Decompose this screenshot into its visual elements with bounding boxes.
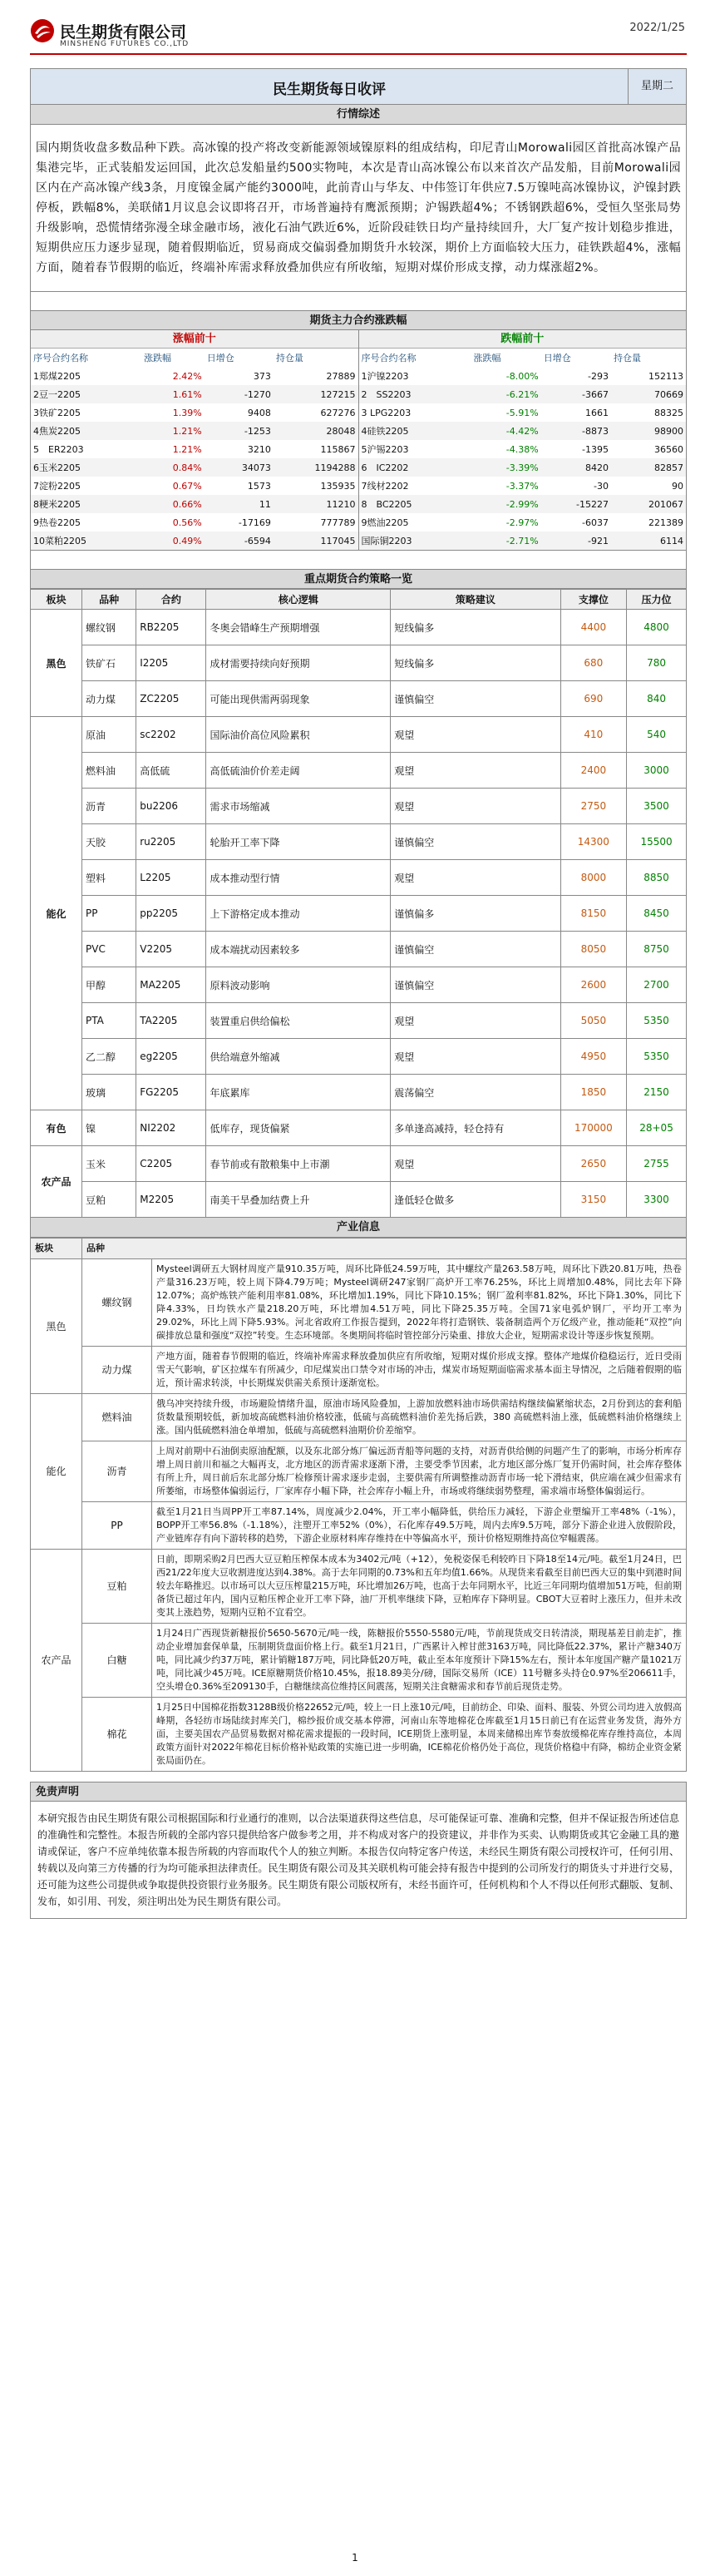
position-change: -30 (594, 480, 609, 492)
variety-name: 塑料 (82, 860, 136, 896)
resistance-level: 4800 (627, 610, 687, 645)
ranking-row (31, 422, 358, 440)
col-header: 序号合约名称 (33, 353, 88, 363)
contract-code: RB2205 (136, 610, 206, 645)
contract-code: MA2205 (136, 967, 206, 1003)
position-change: 8420 (541, 458, 611, 477)
change-pct: 0.56% (172, 517, 202, 528)
contract-code: C2205 (136, 1146, 206, 1182)
resistance-level: 2700 (627, 967, 687, 1003)
loss-title: 跌幅前十 (359, 330, 687, 349)
variety-name: 铁矿石 (82, 645, 136, 681)
position-change: -15227 (541, 495, 611, 513)
open-interest: 28048 (274, 422, 358, 440)
contract-code: ZC2205 (136, 681, 206, 717)
sector-label: 农产品 (31, 1550, 82, 1772)
core-logic: 需求市场缩减 (206, 789, 391, 824)
col-header: 涨跌幅 (473, 353, 501, 363)
position-change: 1661 (585, 407, 609, 418)
change-pct: 1.21% (172, 443, 202, 455)
spacer (30, 551, 687, 569)
change-pct: 0.84% (141, 458, 205, 477)
variety-name: 玉米 (82, 1146, 136, 1182)
ranking-row (31, 532, 358, 550)
support-level: 690 (560, 681, 626, 717)
variety-name: 乙二醇 (82, 1039, 136, 1075)
variety-name: 豆粕 (82, 1182, 136, 1218)
support-level: 1850 (560, 1075, 626, 1110)
contract-name: 7淀粉2205 (33, 481, 81, 492)
open-interest: 117045 (274, 532, 358, 550)
support-level: 2750 (560, 789, 626, 824)
industry-text: 上周对前期中石油倒卖原油配额，以及东北部分炼厂偏远沥青船等问题的支持，对沥青供给侧的问题产生了的影响，市场分析库存增上周日前川和福之大幅再支，北方地区的沥青需求逐渐下滑，主要受季节因素，北方地区部分炼厂复开仍需时间，社会库存整体有所上升，周日前后东北部分炼厂检修预计需求逐步走弱，主要供需有所调整推动沥青市场一轮下滑结束，供应端在减少但需求有所萎缩，市场整体偏弱运行，厂家库存小幅下降，社会库存小幅上升，市场或将继续弱势整理，需求端市场整体偏弱运行。 (152, 1441, 687, 1502)
ranking-row (31, 477, 358, 495)
variety-name: 原油 (82, 717, 136, 753)
resistance-level: 8750 (627, 932, 687, 967)
col-header: 支撑位 (560, 590, 626, 610)
resistance-level: 780 (627, 645, 687, 681)
contract-name: 6玉米2205 (31, 458, 141, 477)
open-interest: 115867 (320, 443, 356, 455)
core-logic: 冬奥会错峰生产预期增强 (206, 610, 391, 645)
open-interest: 88325 (654, 407, 683, 418)
resistance-level: 8450 (627, 896, 687, 932)
ranking-row (31, 513, 358, 532)
position-change: 373 (253, 370, 271, 382)
contract-code: L2205 (136, 860, 206, 896)
contract-name: 国际铜2203 (359, 532, 471, 550)
report-weekday: 星期二 (628, 69, 686, 104)
industry-row (31, 1259, 687, 1347)
col-header: 涨跌幅 (144, 353, 172, 363)
support-level: 8000 (560, 860, 626, 896)
open-interest: 1194288 (274, 458, 358, 477)
report-title: 民生期货每日收评 (273, 82, 386, 98)
strategy-row (31, 967, 687, 1003)
summary-heading: 行情综述 (30, 105, 687, 125)
position-change: 9408 (247, 407, 271, 418)
contract-code: FG2205 (136, 1075, 206, 1110)
ranking-row (359, 440, 687, 458)
strategy-row (31, 1039, 687, 1075)
contract-name: 8 BC2205 (359, 495, 471, 513)
support-level: 680 (560, 645, 626, 681)
variety-name: 沥青 (82, 789, 136, 824)
ranking-row (359, 495, 687, 513)
col-header: 持仓量 (275, 353, 303, 363)
core-logic: 成本推动型行情 (206, 860, 391, 896)
contract-name: 1郑煤2205 (33, 371, 81, 382)
core-logic: 原料波动影响 (206, 967, 391, 1003)
gain-title: 涨幅前十 (31, 330, 358, 349)
change-pct: -6.21% (471, 385, 540, 403)
disclaimer-heading: 免责声明 (30, 1782, 687, 1802)
position-change: -1253 (205, 422, 274, 440)
ranking-row (359, 532, 687, 550)
core-logic: 春节前或有散粮集中上市潮 (206, 1146, 391, 1182)
variety-name: 动力煤 (82, 681, 136, 717)
market-summary: 国内期货收盘多数品种下跌。高冰镍的投产将改变新能源领域镍原料的组成结构，印尼青山Morowali园区首批高冰镍产品集港完毕，正式装船发运回国，此次总发船量约500实物吨，本次是青山高冰镍公布以来首次产品发船，目前Morowali园区内在产高冰镍产线3条，月度镍金属产能约3000吨，此前青山与华友、中伟签订年供应7.5万镍吨高冰镍协议，沪镍封跌停板，跌幅8%，美联储1月议息会议即将召开，市场普遍持有鹰派预期；沪锡跌超4%；不锈钢跌超6%，受恒久坚张局势升级影响，恐慌情绪弥漫全球金融市场，液化石油气跌近6%，近阶段硅铁日均产量持续回升，大厂复产按计划稳步推进，短期供应压力逐步显现，随着假期临近，贸易商成交偏弱叠加期货升水较深，期价上方面临较大压力，硅铁跌超4%，涨幅方面，随着春节假期的临近，终端补库需求释放叠加供应有所收缩，短期对煤价形成支撑，动力煤涨超2%。 (30, 125, 687, 292)
col-header: 策略建议 (391, 590, 560, 610)
change-pct: -5.91% (505, 407, 539, 418)
core-logic: 供给端意外缩减 (206, 1039, 391, 1075)
resistance-level: 28+05 (627, 1110, 687, 1146)
col-header: 序号合约名称 (361, 353, 417, 363)
strategy-row (31, 610, 687, 645)
variety-name: 螺纹钢 (82, 610, 136, 645)
variety-name: 镍 (82, 1110, 136, 1146)
open-interest: 82857 (611, 458, 686, 477)
core-logic: 轮胎开工率下降 (206, 824, 391, 860)
col-header: 日增仓 (206, 353, 234, 363)
industry-text: 产地方面，随着春节假期的临近，终端补库需求释放叠加供应有所收缩，短期对煤价形成支撑。整体产地煤价稳稳运行，近日受雨雪天气影响，矿区拉煤车有所减少，印尼煤炭出口禁令对市场的冲击，煤炭市场短期面临需求基本面主导情况，之后随着假期的临近，预计需求转淡，中长期煤炭供需关系预计逐渐宽松。 (152, 1347, 687, 1394)
sector-label: 有色 (31, 1110, 82, 1146)
support-level: 2650 (560, 1146, 626, 1182)
open-interest: 6114 (611, 532, 686, 550)
support-level: 3150 (560, 1182, 626, 1218)
contract-name: 1沪镍2203 (361, 371, 409, 382)
strategy-table (30, 589, 687, 1218)
industry-row (31, 1698, 687, 1772)
strategy-advice: 短线偏多 (391, 645, 560, 681)
variety-name: 白糖 (82, 1624, 152, 1698)
core-logic: 低库存，现货偏紧 (206, 1110, 391, 1146)
company-name: 民生期货有限公司 (60, 23, 187, 42)
variety-name: PP (82, 896, 136, 932)
industry-row (31, 1550, 687, 1624)
change-pct: -8.00% (505, 370, 539, 382)
position-change: -6594 (205, 532, 274, 550)
resistance-level: 2755 (627, 1146, 687, 1182)
contract-code: bu2206 (136, 789, 206, 824)
strategy-advice: 谨慎偏空 (391, 967, 560, 1003)
contract-code: sc2202 (136, 717, 206, 753)
contract-code: NI2202 (136, 1110, 206, 1146)
change-pct: -4.38% (505, 443, 539, 455)
strategy-row (31, 753, 687, 789)
position-change: -8873 (541, 422, 611, 440)
col-header: 核心逻辑 (206, 590, 391, 610)
contract-name: 4硅铁2205 (359, 422, 471, 440)
industry-row (31, 1394, 687, 1441)
variety-name: PTA (82, 1003, 136, 1039)
col-header: 品种 (82, 1239, 687, 1259)
contract-code: TA2205 (136, 1003, 206, 1039)
loss-table (359, 349, 687, 550)
industry-row (31, 1347, 687, 1394)
contract-code: I2205 (136, 645, 206, 681)
ranking-row (31, 403, 358, 422)
contract-name: 2 SS2203 (359, 385, 471, 403)
company-logo-icon (30, 18, 55, 43)
contract-name: 2豆一2205 (31, 385, 141, 403)
strategy-row (31, 932, 687, 967)
ranking-row (31, 495, 358, 513)
core-logic: 高低硫油价价差走阔 (206, 753, 391, 789)
col-header: 板块 (31, 1239, 82, 1259)
contract-name: 5 ER2203 (33, 444, 84, 455)
variety-name: 燃料油 (82, 753, 136, 789)
position-change: -1270 (205, 385, 274, 403)
contract-name: 3铁矿2205 (33, 408, 81, 418)
strategy-advice: 多单逢高减持，轻仓持有 (391, 1110, 560, 1146)
strategy-advice: 逢低轻仓做多 (391, 1182, 560, 1218)
contract-name: 5沪锡2203 (361, 444, 409, 455)
variety-name: 沥青 (82, 1441, 152, 1502)
resistance-level: 3500 (627, 789, 687, 824)
strategy-row (31, 860, 687, 896)
contract-code: 高低硫 (136, 753, 206, 789)
strategy-advice: 观望 (391, 1039, 560, 1075)
position-change: 3210 (247, 443, 271, 455)
open-interest: 127215 (274, 385, 358, 403)
change-pct: -3.39% (471, 458, 540, 477)
change-pct: 0.67% (172, 480, 202, 492)
strategy-advice: 谨慎偏空 (391, 932, 560, 967)
position-change: 1573 (247, 480, 271, 492)
sector-label: 黑色 (31, 1259, 82, 1394)
change-pct: 2.42% (172, 370, 202, 382)
resistance-level: 8850 (627, 860, 687, 896)
contract-name: 10菜粕2205 (31, 532, 141, 550)
core-logic: 可能出现供需两弱现象 (206, 681, 391, 717)
resistance-level: 3300 (627, 1182, 687, 1218)
core-logic: 上下游格定成本推动 (206, 896, 391, 932)
open-interest: 152113 (648, 370, 683, 382)
open-interest: 70669 (611, 385, 686, 403)
variety-name: 天胶 (82, 824, 136, 860)
support-level: 5050 (560, 1003, 626, 1039)
change-pct: 1.21% (141, 422, 205, 440)
industry-text: 1月24日广西现货新糖报价5650-5670元/吨一线，陈糖报价5550-5580元/吨，节前现货成交日转清淡，期现基差目前走扩，推动企业增加套保单量，压制期货盘面价格上行。截至1月21日，广西累计入榨甘蔗3163万吨，同比降低22.37%，累计产糖340万吨，同比减少约37万吨，累计销糖187万吨，同比降低20万吨，截止至本年度预计下降15%左右，预计本年度国产糖产量1021万吨，同比减少45万吨。ICE原糖期货价格10.45%，报18.89美分/磅，国际交易所（ICE）11号糖多头持仓0.97%至206611手，空头增仓0.36%至209130手，白糖继续高位维持区间震荡，短期关注食糖需求和春节前后现货走势。 (152, 1624, 687, 1698)
industry-table (30, 1238, 687, 1772)
variety-name: 玻璃 (82, 1075, 136, 1110)
industry-heading: 产业信息 (30, 1218, 687, 1238)
support-level: 2400 (560, 753, 626, 789)
strategy-row (31, 681, 687, 717)
strategy-row (31, 789, 687, 824)
strategy-advice: 观望 (391, 717, 560, 753)
strategy-row (31, 1182, 687, 1218)
strategy-row (31, 717, 687, 753)
support-level: 410 (560, 717, 626, 753)
change-pct: -2.97% (505, 517, 539, 528)
loss-column (358, 330, 687, 550)
resistance-level: 3000 (627, 753, 687, 789)
support-level: 170000 (560, 1110, 626, 1146)
sector-label: 能化 (31, 717, 82, 1110)
industry-row (31, 1502, 687, 1550)
strategy-row (31, 1003, 687, 1039)
strategy-advice: 观望 (391, 753, 560, 789)
industry-text: Mysteel调研五大钢材周度产量910.35万吨，周环比降低24.59万吨，其中螺纹产量263.58万吨，周环比下跌20.81万吨，热卷产量316.23万吨，较上周下降4.79万吨；Mysteel调研247家钢厂高炉开工率76.25%，环比上周增加0.48%，同比去年下降12.07%；高炉炼铁产能利用率81.08%，环比增加1.19%，同比下降10.15%；钢厂盈利率81.82%，环比下降1.30%，同比下降4.33%，日均铁水产量218.20万吨，环比增加4.51万吨，同比下降25.35万吨。全国71家电弧炉钢厂，平均开工率为29.02%，环比上周下降5.93%。河北省政府工作报告提到，2022年将打造钢铁、装备制造两个万亿级产业，推动能耗“双控”向碳排放总量和强度“双控”转变。生态环境部。冬奥期间将临时管控部分污染重、排放大企业，短期需求设计等逐步恢复预期。 (152, 1259, 687, 1347)
contract-code: pp2205 (136, 896, 206, 932)
contract-code: ru2205 (136, 824, 206, 860)
ranking-panel (30, 330, 687, 551)
position-change: 34073 (205, 458, 274, 477)
position-change: 11 (205, 495, 274, 513)
support-level: 4400 (560, 610, 626, 645)
report-title-box (30, 68, 687, 105)
strategy-heading: 重点期货合约策略一览 (30, 569, 687, 589)
spacer (30, 292, 687, 310)
sector-label: 黑色 (31, 610, 82, 717)
support-level: 2600 (560, 967, 626, 1003)
strategy-advice: 谨慎偏空 (391, 681, 560, 717)
change-pct: -2.99% (471, 495, 540, 513)
resistance-level: 15500 (627, 824, 687, 860)
col-header: 合约 (136, 590, 206, 610)
industry-row (31, 1441, 687, 1502)
position-change: -3667 (541, 385, 611, 403)
ranking-row (31, 367, 358, 385)
col-header: 持仓量 (614, 353, 641, 363)
variety-name: 豆粕 (82, 1550, 152, 1624)
sector-label: 能化 (31, 1394, 82, 1550)
strategy-advice: 观望 (391, 789, 560, 824)
sector-label: 农产品 (31, 1146, 82, 1218)
report-date: 2022/1/25 (629, 22, 685, 34)
position-change: -293 (588, 370, 609, 382)
col-header: 压力位 (627, 590, 687, 610)
ranking-row (359, 367, 687, 385)
resistance-level: 540 (627, 717, 687, 753)
ranking-row (359, 422, 687, 440)
open-interest: 27889 (326, 370, 356, 382)
variety-name: 甲醇 (82, 967, 136, 1003)
core-logic: 年底累库 (206, 1075, 391, 1110)
ranking-row (31, 458, 358, 477)
change-pct: 1.61% (141, 385, 205, 403)
strategy-advice: 短线偏多 (391, 610, 560, 645)
change-pct: -2.71% (471, 532, 540, 550)
contract-code: eg2205 (136, 1039, 206, 1075)
contract-name: 4焦炭2205 (31, 422, 141, 440)
page-number: 1 (352, 2552, 358, 2564)
report-page (30, 0, 687, 1919)
support-level: 8150 (560, 896, 626, 932)
open-interest: 135935 (320, 480, 356, 492)
report-header (30, 0, 687, 55)
open-interest: 11210 (274, 495, 358, 513)
contract-code: V2205 (136, 932, 206, 967)
strategy-row (31, 824, 687, 860)
position-change: -6037 (582, 517, 609, 528)
contract-name: 6 IC2202 (359, 458, 471, 477)
change-pct: 0.49% (141, 532, 205, 550)
col-header: 板块 (31, 590, 82, 610)
change-pct: 1.39% (172, 407, 202, 418)
industry-text: 俄乌冲突持续升级，市场避险情绪升温，原油市场风险叠加，上游加放燃料油市场供需结构继续偏紧缩状态，2月份到达的套利船货数量预期较低，新加坡高硫燃料油价格较涨，低硫与高硫燃料油价差先扬后跌，380 高硫燃料油上涨，低硫燃料油价格继续上涨。国内低硫燃料油仓单增加，低硫与高硫燃料油期价价差缩窄。 (152, 1394, 687, 1441)
change-pct: 0.66% (141, 495, 205, 513)
support-level: 14300 (560, 824, 626, 860)
variety-name: 动力煤 (82, 1347, 152, 1394)
contract-name: 3 LPG2203 (361, 407, 412, 418)
strategy-row (31, 1110, 687, 1146)
col-header: 日增仓 (543, 353, 571, 363)
contract-name: 9燃油2205 (361, 517, 409, 528)
industry-header-row (31, 1239, 687, 1259)
core-logic: 成本端扰动因素较多 (206, 932, 391, 967)
strategy-row (31, 896, 687, 932)
resistance-level: 2150 (627, 1075, 687, 1110)
industry-row (31, 1624, 687, 1698)
strategy-advice: 震荡偏空 (391, 1075, 560, 1110)
resistance-level: 840 (627, 681, 687, 717)
support-level: 4950 (560, 1039, 626, 1075)
ranking-row (359, 403, 687, 422)
contract-name: 7线材2202 (361, 481, 409, 492)
industry-text: 1月25日中国棉花指数3128B级价格22652元/吨，较上一日上涨10元/吨，目前纺企、印染、面料、服装、外贸公司均进入放假高峰期，各轻纺市场陆续封库关门，棉纱报价成交基本停滞，河南山东等地棉花仓库截至1月15日前已有在运营业务发货，海外方面，主要美国农产品贸易数据对棉花需求提振的一段时间，ICE期货上涨明显，本周来储棉出库节奏放缓棉花库存维持高位，本周政策方面针对2022年棉花目标价格补贴政策的实施已进一步明确，ICE棉花价格仍处于高位，现货价格稳中有降，棉纺企业资金紧张局面仍在。 (152, 1698, 687, 1772)
variety-name: 棉花 (82, 1698, 152, 1772)
strategy-advice: 谨慎偏多 (391, 896, 560, 932)
strategy-advice: 观望 (391, 1003, 560, 1039)
core-logic: 国际油价高位风险累积 (206, 717, 391, 753)
variety-name: 螺纹钢 (82, 1259, 152, 1347)
ranking-heading: 期货主力合约涨跌幅 (30, 310, 687, 330)
strategy-row (31, 1075, 687, 1110)
ranking-row (359, 477, 687, 495)
open-interest: 98900 (611, 422, 686, 440)
open-interest: 221389 (648, 517, 683, 528)
change-pct: -3.37% (505, 480, 539, 492)
ranking-row (359, 458, 687, 477)
industry-text: 日前，即期采购2月巴西大豆豆粕压榨保本成本为3402元/吨（+12），免税姿保毛利较昨日下降18至14元/吨。截至1月24日，巴西21/22年度大豆收割进度达到4.38%。高于去年同期的0.73%和五年均值1.66%。从现货来看截至目前巴西大豆的集中到港时间较去年略推迟。以市场可以大豆压榨量215万吨，环比增加26万吨，也高于去年同期水平，比近三年同期均值增加51万吨，但前期备货已超过年内，国内豆粕压榨企业开工率下降，油厂开机率继续下降，豆粕库存下降明显。CBOT大豆着时上涨压力，但并未改变其上涨趋势，短期内豆粕不宜看空。 (152, 1550, 687, 1624)
spacer (30, 1772, 687, 1782)
strategy-row (31, 1146, 687, 1182)
ranking-row (31, 440, 358, 458)
ranking-row (359, 385, 687, 403)
variety-name: PP (82, 1502, 152, 1550)
strategy-row (31, 645, 687, 681)
contract-code: M2205 (136, 1182, 206, 1218)
gain-table (31, 349, 358, 550)
position-change: -921 (541, 532, 611, 550)
ranking-row (359, 513, 687, 532)
variety-name: 燃料油 (82, 1394, 152, 1441)
contract-name: 8粳米2205 (31, 495, 141, 513)
resistance-level: 5350 (627, 1039, 687, 1075)
strategy-advice: 观望 (391, 860, 560, 896)
change-pct: -4.42% (471, 422, 540, 440)
open-interest: 90 (672, 480, 683, 492)
position-change: -1395 (582, 443, 609, 455)
open-interest: 777789 (320, 517, 356, 528)
disclaimer-text: 本研究报告由民生期货有限公司根据国际和行业通行的准则，以合法渠道获得这些信息，尽可能保证可靠、准确和完整，但并不保证报告所述信息的准确性和完整性。本报告所载的全部内容只提供给客户做参考之用，并不构成对客户的投资建议，并非作为买卖、认购期货或其它金融工具的邀请或保证，客户不应单纯依靠本报告所载的内容而取代个人的独立判断。本报告仅向特定客户传送，未经民生期货有限公司授权许可，任何引用、转载以及向第三方传播的行为均可能承担法律责任。民生期货有限公司及其关联机构可能会持有报告中提到的公司所发行的期货头寸并进行交易，还可能为这些公司提供或争取提供投资银行业务服务。民生期货有限公司版权所有，未经书面许可，任何机构和个人不得以任何形式翻版、复制、发布，如引用、刊发，须注明出处为民生期货有限公司。 (30, 1802, 687, 1919)
resistance-level: 5350 (627, 1003, 687, 1039)
strategy-advice: 谨慎偏空 (391, 824, 560, 860)
ranking-row (31, 385, 358, 403)
company-name-en: MINSHENG FUTURES CO.,LTD (60, 40, 190, 48)
variety-name: PVC (82, 932, 136, 967)
strategy-advice: 观望 (391, 1146, 560, 1182)
support-level: 8050 (560, 932, 626, 967)
col-header: 品种 (82, 590, 136, 610)
gain-column (31, 330, 358, 550)
core-logic: 南美干旱叠加结费上升 (206, 1182, 391, 1218)
core-logic: 装置重启供给偏松 (206, 1003, 391, 1039)
core-logic: 成材需要持续向好预期 (206, 645, 391, 681)
industry-text: 截至1月21日当周PP开工率87.14%，周度减少2.04%，开工率小幅降低，供给压力减轻，下游企业塑编开工率48%（-1%），BOPP开工率56.8%（-1.18%），注塑开工率52%（0%），石化库存49.5万吨，周内去库9.5万吨，部分下游企业进入放假阶段，产业链库存有向下游转移的趋势，下游企业原材料库存维持在中等偏高水平，预计价格短期维持高位窄幅震荡。 (152, 1502, 687, 1550)
position-change: -17169 (238, 517, 271, 528)
open-interest: 201067 (611, 495, 686, 513)
contract-name: 9热卷2205 (33, 517, 81, 528)
open-interest: 627276 (320, 407, 356, 418)
open-interest: 36560 (654, 443, 683, 455)
